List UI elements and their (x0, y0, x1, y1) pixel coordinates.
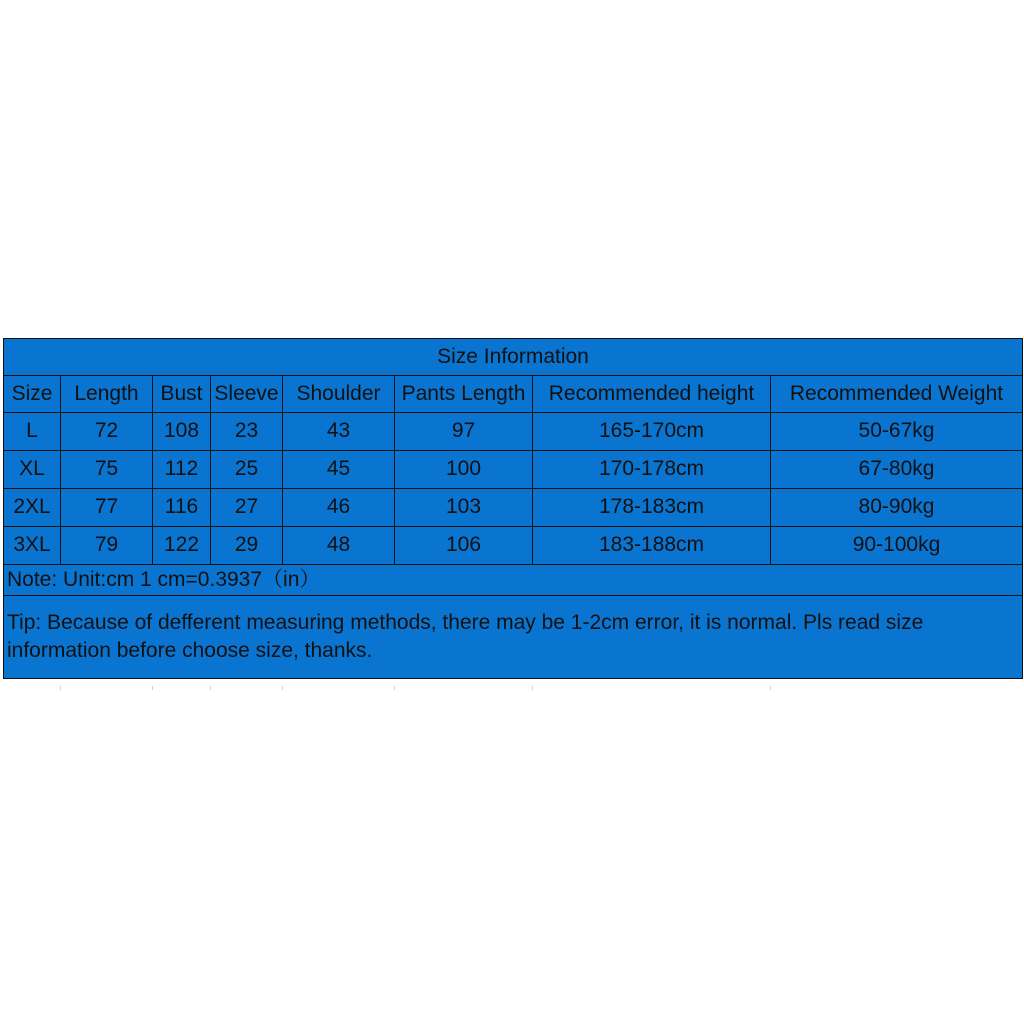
cell-shoulder: 43 (283, 413, 395, 451)
cell-sleeve: 29 (211, 527, 283, 565)
cell-recommended-height: 170-178cm (533, 451, 771, 489)
header-bust: Bust (153, 376, 211, 413)
tick-mark (152, 686, 153, 690)
cell-recommended-height: 183-188cm (533, 527, 771, 565)
header-sleeve: Sleeve (211, 376, 283, 413)
header-size: Size (4, 376, 61, 413)
cell-recommended-height: 178-183cm (533, 489, 771, 527)
cell-length: 79 (61, 527, 153, 565)
unit-note: Note: Unit:cm 1 cm=0.3937（in） (4, 565, 1023, 596)
cell-pants-length: 103 (395, 489, 533, 527)
cell-length: 75 (61, 451, 153, 489)
header-pants-length: Pants Length (395, 376, 533, 413)
header-row (4, 376, 1023, 413)
cell-recommended-weight: 50-67kg (771, 413, 1023, 451)
header-recommended-height: Recommended height (533, 376, 771, 413)
cell-sleeve: 23 (211, 413, 283, 451)
cell-bust: 116 (153, 489, 211, 527)
cell-shoulder: 48 (283, 527, 395, 565)
tick-mark (394, 686, 395, 690)
header-shoulder: Shoulder (283, 376, 395, 413)
cell-size: XL (4, 451, 61, 489)
cell-size: L (4, 413, 61, 451)
table-title: Size Information (4, 339, 1023, 376)
title-row (4, 339, 1023, 376)
cell-pants-length: 100 (395, 451, 533, 489)
cell-bust: 122 (153, 527, 211, 565)
note-row (4, 565, 1023, 596)
table-row (4, 489, 1023, 527)
cell-shoulder: 45 (283, 451, 395, 489)
table-row (4, 413, 1023, 451)
table-row (4, 451, 1023, 489)
cell-sleeve: 27 (211, 489, 283, 527)
tick-mark (210, 686, 211, 690)
tick-mark (60, 686, 61, 690)
tick-mark (532, 686, 533, 690)
measurement-tip: Tip: Because of defferent measuring methods, there may be 1-2cm error, it is normal. Pls read size information before choose size, thanks. (4, 596, 1023, 679)
tip-row (4, 596, 1023, 679)
cell-bust: 112 (153, 451, 211, 489)
cell-sleeve: 25 (211, 451, 283, 489)
cell-size: 2XL (4, 489, 61, 527)
cell-recommended-weight: 90-100kg (771, 527, 1023, 565)
cell-pants-length: 106 (395, 527, 533, 565)
tick-mark (282, 686, 283, 690)
cell-shoulder: 46 (283, 489, 395, 527)
cell-pants-length: 97 (395, 413, 533, 451)
header-length: Length (61, 376, 153, 413)
cell-size: 3XL (4, 527, 61, 565)
header-recommended-weight: Recommended Weight (771, 376, 1023, 413)
cell-length: 72 (61, 413, 153, 451)
cell-recommended-weight: 67-80kg (771, 451, 1023, 489)
gridline-ticks (3, 686, 1022, 690)
cell-recommended-weight: 80-90kg (771, 489, 1023, 527)
cell-bust: 108 (153, 413, 211, 451)
table-row (4, 527, 1023, 565)
cell-length: 77 (61, 489, 153, 527)
tick-mark (770, 686, 771, 690)
cell-recommended-height: 165-170cm (533, 413, 771, 451)
size-information-table (3, 338, 1023, 679)
